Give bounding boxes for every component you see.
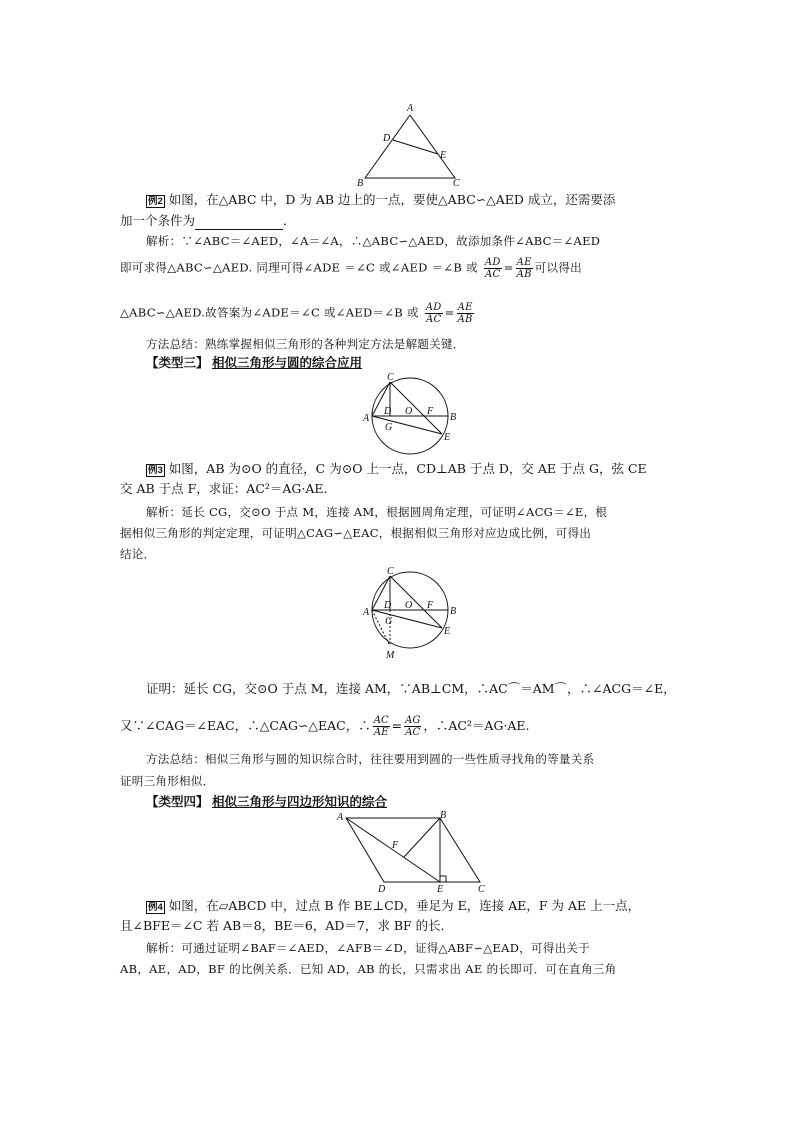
label-e: E [444, 626, 451, 637]
fraction-ae-ab [457, 302, 474, 325]
label-d: D [383, 133, 391, 144]
fraction-ae-ab [516, 257, 533, 280]
ex4-question-line1 [146, 897, 706, 915]
ex2-question-line2 [120, 212, 680, 230]
label-b: B [357, 178, 364, 188]
proof-summary1: 方法总结：相似三角形与圆的知识综合时，往往要用到圆的一些性质寻找角的等量关系 [146, 752, 595, 766]
ex4-question-line2 [120, 917, 680, 935]
ex3-text2: 交 AB 于点 F，求证：AC²＝AG·AE. [120, 481, 328, 496]
figure-circle-2 [360, 566, 460, 662]
chord-ae [372, 416, 442, 434]
chord-ce [390, 576, 442, 628]
type3-heading [146, 354, 706, 372]
frac-num: AC [373, 715, 389, 726]
ex3-badge: 例3 [148, 465, 163, 476]
ex2-sol2b: 可以得出 [534, 260, 582, 275]
frac-num: AE [457, 302, 473, 313]
frac-den: AC [425, 314, 442, 325]
label-b: B [450, 606, 457, 617]
label-f: F [427, 600, 434, 611]
frac-den: AC [485, 269, 501, 280]
right-angle-mark [440, 876, 446, 882]
ex2-text2: 加一个条件为 [120, 213, 196, 228]
frac-num: AD [484, 257, 501, 268]
ex2-question-line1 [146, 191, 706, 209]
label-d: D [378, 884, 386, 894]
ex2-summary [146, 335, 706, 353]
ex2-sol3a: △ABC∽△AED.故答案为∠ADE＝∠C 或∠AED＝∠B 或 [120, 305, 419, 320]
proof-text2a: 又∵∠CAG＝∠EAC，∴△CAG∽△EAC，∴ [120, 718, 371, 733]
fraction-ag-ac [404, 715, 421, 738]
proof-summary2: 证明三角形相似． [120, 774, 215, 788]
ex4-solution-line1 [146, 939, 706, 957]
frac-den: AE [373, 727, 389, 738]
ex3-sol2: 据相似三角形的判定定理，可证明△CAG∽△EAC，根据相似三角形对应边成比例，可得出 [120, 526, 592, 540]
type3-title: 相似三角形与圆的综合应用 [212, 356, 363, 370]
label-b: B [440, 810, 447, 821]
type4-heading [146, 793, 706, 811]
label-b: B [450, 412, 457, 423]
chord-ce [390, 382, 442, 434]
ex2-badge: 例2 [148, 196, 163, 207]
ex4-text2: 且∠BFE＝∠C 若 AB＝8，BE＝6，AD＝7，求 BF 的长． [120, 918, 454, 933]
ex2-solution-line1 [146, 232, 706, 250]
ex2-text1: 如图，在△ABC 中，D 为 AB 边上的一点，要使△ABC∽△AED 成立，还需要添 [168, 192, 616, 207]
ex3-text1: 如图，AB 为⊙O 的直径，C 为⊙O 上一点，CD⊥AB 于点 D，交 AE 于点 G，弦 CE [168, 461, 647, 476]
ex4-sol2: AB，AE，AD，BF 的比例关系．已知 AD，AB 的长，只需求出 AE 的长即可．可在直角三角 [120, 962, 617, 976]
ex4-badge: 例4 [148, 902, 163, 913]
label-c: C [387, 566, 394, 577]
ex2-text2-end: ． [283, 213, 296, 228]
chord-ae [372, 610, 442, 628]
ex4-sol1: 解析：可通过证明∠BAF＝∠AED，∠AFB＝∠D，证得△ABF∽△EAD，可得出关于 [146, 941, 591, 955]
fraction-ad-ac [484, 257, 502, 280]
ex2-solution-line2 [120, 257, 680, 280]
label-e: E [440, 150, 447, 161]
ex3-sol3: 结论． [120, 547, 156, 561]
frac-num: AD [425, 302, 442, 313]
segment-bf [404, 818, 440, 857]
proof-line2 [120, 715, 680, 738]
label-o: O [405, 600, 413, 611]
frac-den: AB [516, 269, 532, 280]
label-a: A [363, 413, 370, 424]
ex3-solution-line3 [120, 545, 680, 563]
fraction-ad-ac [425, 302, 443, 325]
type3-label: 【类型三】 [146, 356, 209, 370]
proof-text2b: ，∴AC²＝AG·AE. [423, 718, 530, 733]
proof-summary-line1 [146, 750, 706, 768]
ex3-sol1: 解析：延长 CG，交⊙O 于点 M，连接 AM，根据圆周角定理，可证明∠ACG＝∠E，根 [146, 505, 608, 519]
label-a: A [337, 812, 344, 823]
frac-den: AB [457, 314, 473, 325]
ex4-solution-line2 [120, 960, 680, 978]
label-a: A [363, 607, 370, 618]
label-d: D [384, 600, 392, 611]
ex2-sol2a: 即可求得△ABC∽△AED. 同理可得∠ADE ＝∠C 或∠AED ＝∠B 或 [120, 260, 478, 275]
ex2-summary-text: 方法总结：熟练掌握相似三角形的各种判定方法是解题关键． [146, 337, 465, 351]
answer-blank[interactable] [195, 217, 283, 230]
fraction-ac-ae [373, 715, 390, 738]
ex2-sol1: 解析：∵∠ABC＝∠AED，∠A＝∠A，∴△ABC∽△AED，故添加条件∠ABC＝∠AED [146, 234, 601, 248]
label-a: A [407, 103, 414, 114]
figure-parallelogram [332, 810, 492, 894]
label-c: C [453, 178, 460, 188]
ex3-solution-line1 [146, 503, 706, 521]
frac-num: AG [405, 715, 421, 726]
type4-label: 【类型四】 [146, 795, 209, 809]
figure-circle-1 [360, 372, 460, 460]
equals: = [391, 718, 403, 733]
figure-triangle-abc [350, 100, 470, 188]
proof-text1: 证明：延长 CG，交⊙O 于点 M，连接 AM，∵AB⊥CM，∴AC⌒＝AM⌒，∴∠ACG＝∠E， [146, 681, 676, 696]
label-e: E [437, 884, 444, 894]
equals: = [503, 260, 514, 275]
label-o: O [405, 406, 413, 417]
triangle-outline [365, 115, 455, 178]
ex3-question-line1 [146, 460, 706, 478]
proof-line1 [146, 680, 706, 698]
label-m: M [386, 650, 395, 661]
label-d: D [384, 406, 392, 417]
frac-num: AE [516, 257, 532, 268]
label-c: C [478, 884, 485, 894]
label-g: G [385, 422, 393, 433]
type4-title: 相似三角形与四边形知识的综合 [212, 795, 388, 809]
label-f: F [427, 406, 434, 417]
ex4-text1: 如图，在▱ABCD 中，过点 B 作 BE⊥CD，垂足为 E，连接 AE，F 为 AE 上一点， [168, 898, 641, 913]
label-e: E [444, 432, 451, 443]
equals: = [444, 305, 455, 320]
frac-den: AC [405, 727, 421, 738]
ex2-solution-line3 [120, 302, 680, 325]
ex3-question-line2 [120, 480, 680, 498]
label-g: G [385, 616, 393, 627]
parallelogram-abcd [346, 818, 480, 882]
label-f: F [392, 840, 399, 851]
segment-de [393, 140, 438, 154]
label-c: C [387, 372, 394, 383]
ex3-solution-line2 [120, 524, 680, 542]
proof-summary-line2 [120, 772, 680, 790]
